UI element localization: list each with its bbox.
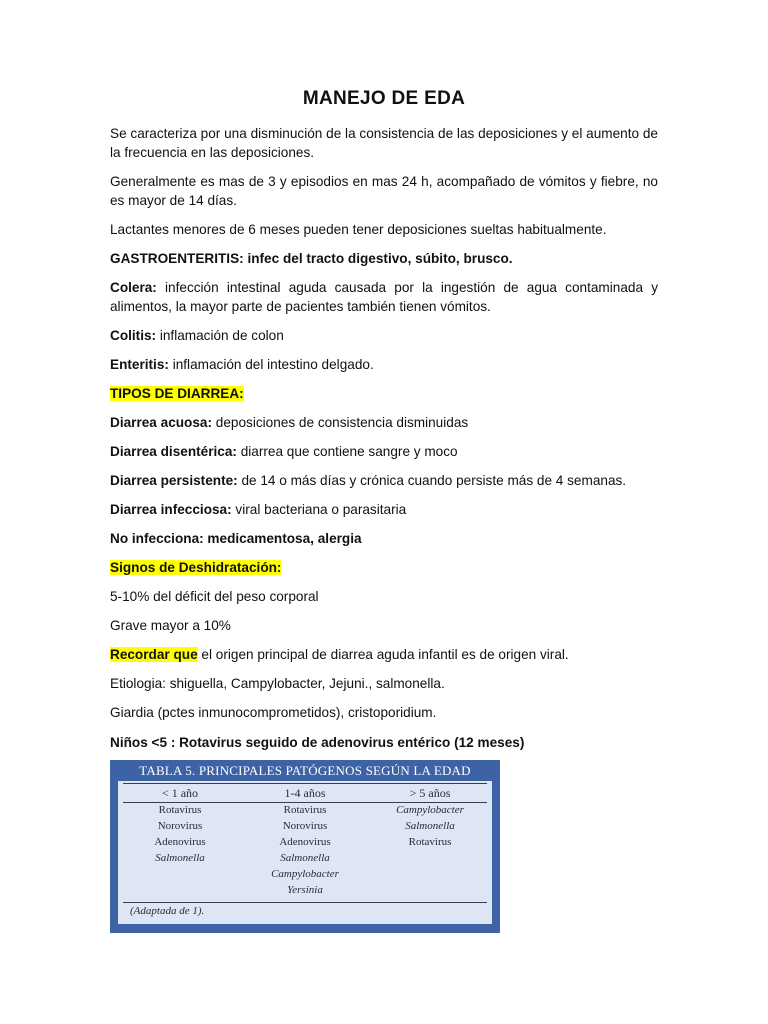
term-diarrea-persistente: Diarrea persistente: [110, 473, 238, 488]
table-header-cell: 1-4 años [284, 786, 326, 800]
table-title: TABLA 5. PRINCIPALES PATÓGENOS SEGÚN LA EDAD [139, 763, 471, 778]
term-enteritis: Enteritis: [110, 357, 169, 372]
table-header-cell: > 5 años [409, 786, 451, 800]
table-cell: Yersinia [287, 884, 323, 896]
table-cell: Campylobacter [396, 804, 464, 816]
term-diarrea-acuosa: Diarrea acuosa: [110, 415, 213, 430]
text-colitis: inflamación de colon [156, 328, 284, 343]
text-colera: infección intestinal aguda causada por la ingestión de agua contaminada y alimentos, la mayor parte de pacientes también tienen vómitos. [110, 280, 658, 314]
text-diarrea-disenterica: diarrea que contiene sangre y moco [236, 444, 458, 459]
paragraph-colitis [110, 326, 658, 345]
text-recordar: el origen principal de diarrea aguda infantil es de origen viral. [197, 647, 569, 662]
paragraph-definition: Se caracteriza por una disminución de la consistencia de las deposiciones y el aumento de la frecuencia en las deposiciones. [110, 126, 658, 160]
table-cell: Rotavirus [158, 804, 202, 816]
paragraph-no-infecciona: No infecciona: medicamentosa, alergia [110, 531, 362, 546]
text-enteritis: inflamación del intestino delgado. [168, 357, 374, 372]
paragraph-colera [110, 278, 658, 316]
paragraph-deficit: 5-10% del déficit del peso corporal [110, 589, 319, 604]
table-cell: Rotavirus [408, 836, 452, 848]
table-cell: Adenovirus [279, 836, 331, 848]
table-bottom-rule [123, 902, 487, 903]
paragraph-lactantes-text: Lactantes menores de 6 meses pueden tener deposiciones sueltas habitualmente. [110, 222, 607, 237]
term-diarrea-disenterica: Diarrea disentérica: [110, 444, 237, 459]
table-column-over-5 [368, 784, 492, 850]
heading-tipos-diarrea [110, 384, 658, 403]
text-diarrea-infecciosa: viral bacteriana o parasitaria [231, 502, 407, 517]
text-diarrea-persistente: de 14 o más días y crónica cuando persiste más de 4 semanas. [237, 473, 627, 488]
table-column-under-1 [118, 784, 242, 866]
paragraph-diarrea-disenterica [110, 442, 658, 461]
table-cell: Salmonella [155, 852, 205, 864]
term-colitis: Colitis: [110, 328, 157, 343]
heading-signos-deshidratacion [110, 558, 658, 577]
highlight-signos-deshidratacion: Signos de Deshidratación: [110, 560, 282, 575]
paragraph-grave: Grave mayor a 10% [110, 618, 231, 633]
table-cell: Salmonella [405, 820, 455, 832]
paragraph-diarrea-acuosa [110, 413, 658, 432]
table-cell: Adenovirus [154, 836, 206, 848]
term-diarrea-infecciosa: Diarrea infecciosa: [110, 502, 232, 517]
paragraph-frequency: Generalmente es mas de 3 y episodios en mas 24 h, acompañado de vómitos y fiebre, no es mayor de 14 días. [110, 174, 658, 208]
table-cell: Norovirus [282, 820, 328, 832]
paragraph-lactantes [110, 220, 658, 239]
table-body [118, 781, 492, 924]
table-cell: Norovirus [157, 820, 203, 832]
highlight-recordar-que: Recordar que [110, 647, 198, 662]
text-diarrea-acuosa: deposiciones de consistencia disminuidas [212, 415, 469, 430]
term-colera: Colera: [110, 280, 157, 295]
table-footnote: (Adaptada de 1). [130, 905, 205, 917]
table-cell: Rotavirus [283, 804, 327, 816]
table-cell: Salmonella [280, 852, 330, 864]
paragraph-giardia: Giardia (pctes inmunocomprometidos), cristoporidium. [110, 705, 437, 720]
paragraph-enteritis [110, 355, 658, 374]
table-cell: Campylobacter [271, 868, 339, 880]
page-title: MANEJO DE EDA [302, 88, 466, 109]
paragraph-recordar [110, 645, 658, 664]
table-column-1-4 [243, 784, 367, 898]
paragraph-etiologia: Etiologia: shiguella, Campylobacter, Jejuni., salmonella. [110, 676, 445, 691]
highlight-tipos-diarrea: TIPOS DE DIARREA: [110, 386, 244, 401]
paragraph-diarrea-infecciosa [110, 500, 658, 519]
paragraph-ninos: Niños <5 : Rotavirus seguido de adenovirus entérico (12 meses) [110, 735, 525, 750]
paragraph-gastroenteritis: GASTROENTERITIS: infec del tracto digestivo, súbito, brusco. [110, 251, 513, 266]
table-header-cell: < 1 año [161, 786, 199, 800]
paragraph-diarrea-persistente [110, 471, 658, 490]
pathogens-table-image [110, 760, 500, 933]
